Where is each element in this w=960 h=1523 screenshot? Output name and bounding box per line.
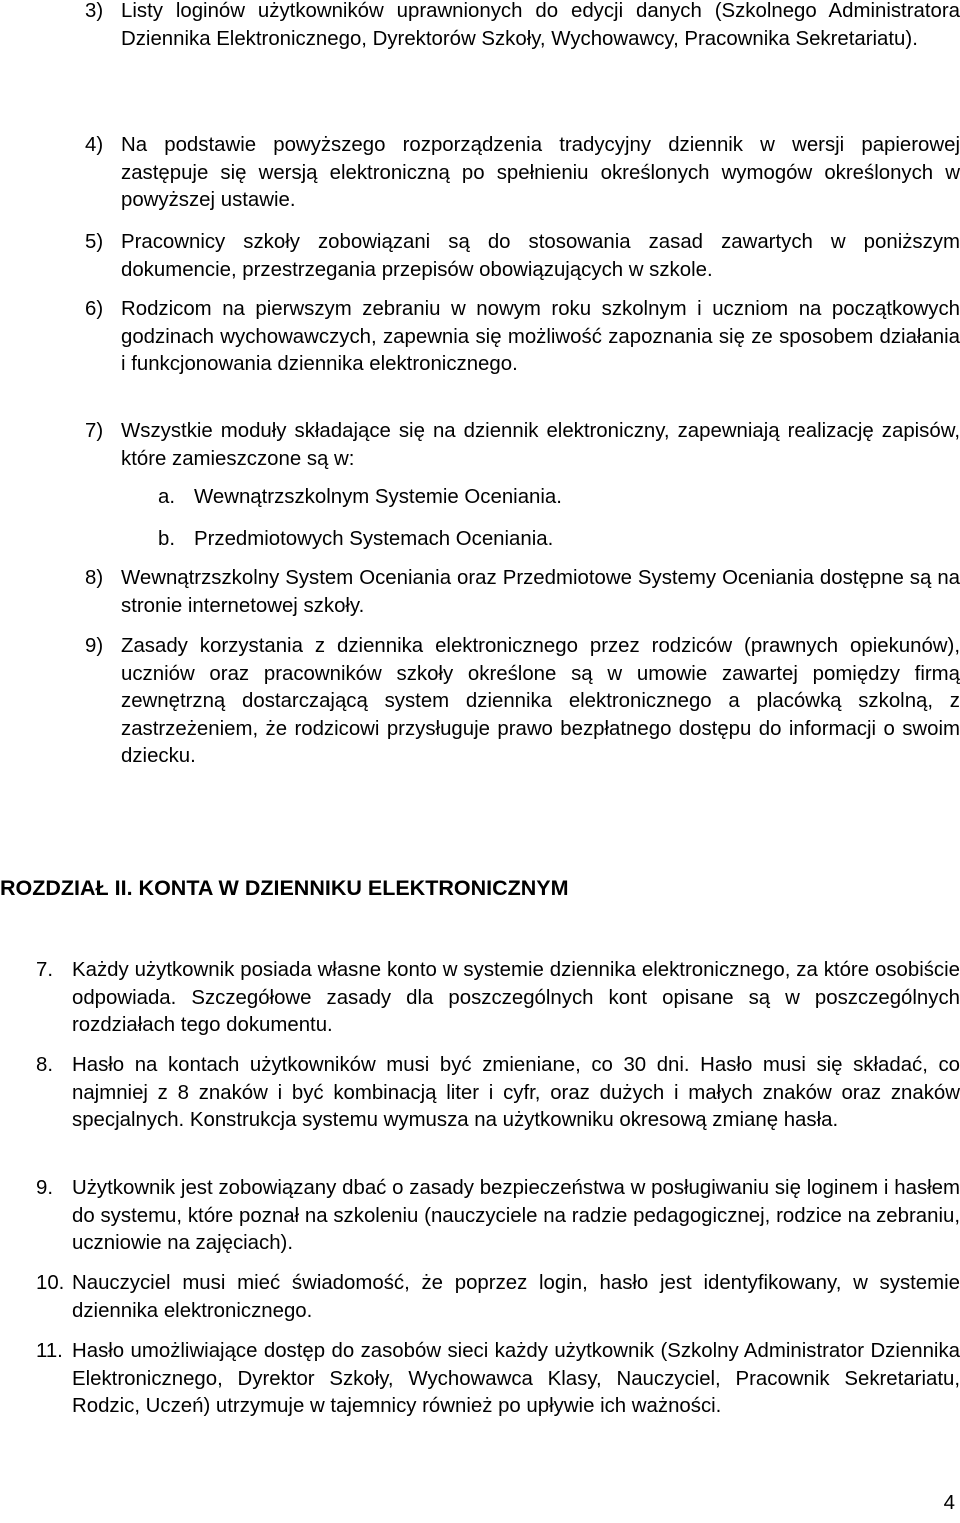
sub-item-b <box>158 526 858 554</box>
rule-item-text: Nauczyciel musi mieć świadomość, że poprzez login, hasło jest identyfikowany, w systemie dziennika elektronicznego. <box>72 1272 960 1322</box>
list-item-7 <box>85 418 960 473</box>
list-item-number: 8) <box>85 567 104 589</box>
list-item-number: 7) <box>85 420 104 442</box>
sub-item-letter: a. <box>158 486 176 508</box>
sub-item-a <box>158 484 858 512</box>
page-number: 4 <box>943 1492 955 1514</box>
list-item-number: 9) <box>85 635 104 657</box>
chapter-heading: ROZDZIAŁ II. KONTA W DZIENNIKU ELEKTRONICZNYM <box>0 876 569 900</box>
rule-item-text: Użytkownik jest zobowiązany dbać o zasady bezpieczeństwa w posługiwaniu się loginem i hasłem do systemu, które poznał na szkoleniu (nauczyciele na radzie pedagogicznej, rodzice na zebraniu, uczniowie na zajęciach). <box>72 1177 960 1254</box>
list-item-5 <box>85 229 960 284</box>
list-item-text: Wszystkie moduły składające się na dziennik elektroniczny, zapewniają realizację zapisów, które zamieszczone są w: <box>121 420 960 470</box>
rule-item-number: 10. <box>36 1272 65 1294</box>
rule-item-text: Hasło umożliwiające dostęp do zasobów sieci każdy użytkownik (Szkolny Administrator Dziennika Elektronicznego, Dyrektor Szkoły, Wychowawca Klasy, Nauczyciel, Pracownik Sekretariatu, Rodzic, Uczeń) utrzymuje w tajemnicy również po upływie ich ważności. <box>72 1340 960 1417</box>
rule-item-number: 9. <box>36 1177 54 1199</box>
rule-item-8 <box>36 1052 960 1135</box>
list-item-number: 6) <box>85 298 104 320</box>
list-item-text: Na podstawie powyższego rozporządzenia tradycyjny dziennik w wersji papierowej zastępuje się wersją elektroniczną po spełnieniu określonych wymogów określonych w powyższej ustawie. <box>121 134 960 211</box>
list-item-9 <box>85 633 960 771</box>
rule-item-number: 11. <box>36 1340 63 1362</box>
rule-item-number: 8. <box>36 1054 54 1076</box>
list-item-8 <box>85 565 960 620</box>
sub-item-text: Wewnątrzszkolnym Systemie Oceniania. <box>194 486 562 508</box>
list-item-text: Wewnątrzszkolny System Oceniania oraz Przedmiotowe Systemy Oceniania dostępne są na stronie internetowej szkoły. <box>121 567 960 617</box>
rule-item-11 <box>36 1338 960 1421</box>
rule-item-9 <box>36 1175 960 1258</box>
list-item-number: 4) <box>85 134 104 156</box>
rule-item-10 <box>36 1270 960 1325</box>
sub-item-text: Przedmiotowych Systemach Oceniania. <box>194 528 554 550</box>
list-item-text: Zasady korzystania z dziennika elektronicznego przez rodziców (prawnych opiekunów), uczniów oraz pracowników szkoły określone są w umowie zawartej pomiędzy firmą zewnętrzną dostarczającą system dziennika elektronicznego a placówką szkolną, z zastrzeżeniem, że rodzicowi przysługuje prawo bezpłatnego dostępu do informacji o swoim dziecku. <box>121 635 960 767</box>
list-item-6 <box>85 296 960 379</box>
list-item-number: 3) <box>85 0 104 22</box>
rule-item-text: Hasło na kontach użytkowników musi być zmieniane, co 30 dni. Hasło musi się składać, co najmniej z 8 znaków i być kombinacją liter i cyfr, oraz dużych i małych znaków oraz znaków specjalnych. Konstrukcja systemu wymusza na użytkowniku okresową zmianę hasła. <box>72 1054 960 1131</box>
list-item-3 <box>85 0 960 53</box>
list-item-text: Listy loginów użytkowników uprawnionych do edycji danych (Szkolnego Administratora Dziennika Elektronicznego, Dyrektorów Szkoły, Wychowawcy, Pracownika Sekretariatu). <box>121 0 960 50</box>
rule-item-7 <box>36 957 960 1040</box>
list-item-number: 5) <box>85 231 104 253</box>
list-item-4 <box>85 132 960 215</box>
rule-item-number: 7. <box>36 959 54 981</box>
list-item-text: Pracownicy szkoły zobowiązani są do stosowania zasad zawartych w poniższym dokumencie, przestrzegania przepisów obowiązujących w szkole. <box>121 231 960 281</box>
list-item-text: Rodzicom na pierwszym zebraniu w nowym roku szkolnym i uczniom na początkowych godzinach wychowawczych, zapewnia się możliwość zapoznania się ze sposobem działania i funkcjonowania dziennika elektronicznego. <box>121 298 960 375</box>
rule-item-text: Każdy użytkownik posiada własne konto w systemie dziennika elektronicznego, za które osobiście odpowiada. Szczegółowe zasady dla poszczególnych kont opisane są w poszczególnych rozdziałach tego dokumentu. <box>72 959 960 1036</box>
sub-item-letter: b. <box>158 528 176 550</box>
